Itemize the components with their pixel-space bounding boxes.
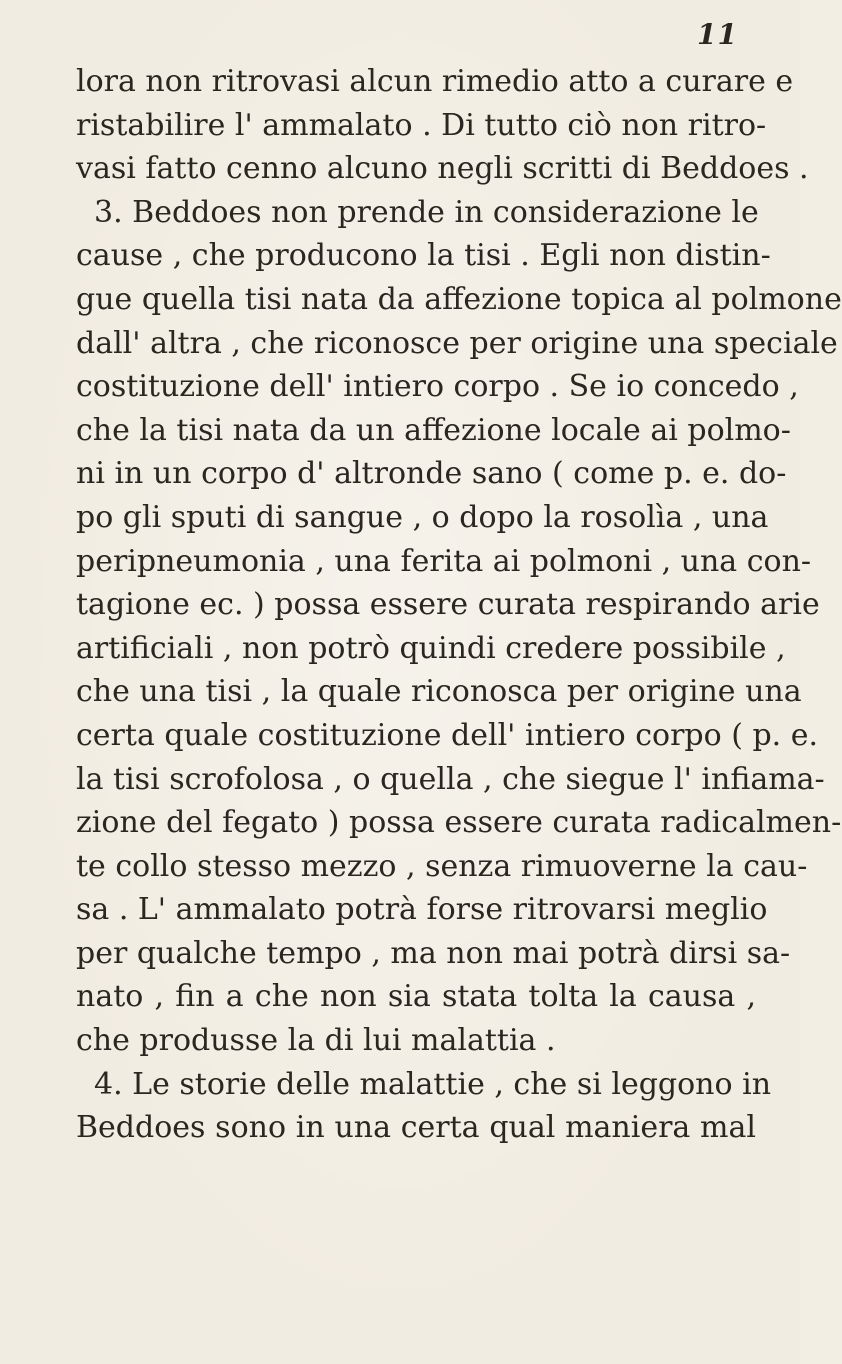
- text-line: te collo stesso mezzo , senza rimuoverne la cau-: [76, 848, 808, 884]
- page-number: 11: [697, 18, 738, 51]
- paragraph-end-line: che produsse la di lui malattia .: [76, 1023, 556, 1059]
- text-line: ristabilire l' ammalato . Di tutto ciò non ritro-: [76, 107, 767, 143]
- text-line: per qualche tempo , ma non mai potrà dirsi sa-: [76, 935, 791, 971]
- text-line: sa . L' ammalato potrà forse ritrovarsi meglio: [76, 892, 768, 928]
- text-line: ni in un corpo d' altronde sano ( come p. e. do-: [76, 456, 787, 492]
- text-line: gue quella tisi nata da affezione topica al polmone: [76, 281, 842, 317]
- text-line: cause , che producono la tisi . Egli non distin-: [76, 238, 771, 274]
- body-text: [76, 60, 842, 1150]
- text-line: nato , fin a che non sia stata tolta la causa ,: [76, 979, 756, 1015]
- text-line: la tisi scrofolosa , o quella , che siegue l' infiama-: [76, 761, 825, 797]
- text-line: certa quale costituzione dell' intiero corpo ( p. e.: [76, 717, 819, 753]
- text-line: che una tisi , la quale riconosca per origine una: [76, 674, 802, 710]
- text-line: peripneumonia , una ferita ai polmoni , una con-: [76, 543, 812, 579]
- text-line: artificiali , non potrò quindi credere possibile ,: [76, 630, 786, 666]
- paragraph-start-line: 4. Le storie delle malattie , che si leggono in: [94, 1066, 772, 1102]
- text-line: Beddoes sono in una certa qual maniera mal: [76, 1110, 756, 1146]
- text-line: dall' altra , che riconosce per origine una speciale: [76, 325, 838, 361]
- text-line: vasi fatto cenno alcuno negli scritti di Beddoes .: [76, 151, 809, 187]
- text-line: che la tisi nata da un affezione locale ai polmo-: [76, 412, 791, 448]
- text-line: zione del fegato ) possa essere curata radicalmen-: [76, 805, 842, 841]
- text-line: costituzione dell' intiero corpo . Se io concedo ,: [76, 369, 799, 405]
- text-line: tagione ec. ) possa essere curata respirando arie: [76, 587, 820, 623]
- text-line: lora non ritrovasi alcun rimedio atto a curare e: [76, 64, 794, 99]
- paragraph-start-line: 3. Beddoes non prende in considerazione le: [94, 194, 759, 230]
- text-line: po gli sputi di sangue , o dopo la rosolìa , una: [76, 499, 769, 535]
